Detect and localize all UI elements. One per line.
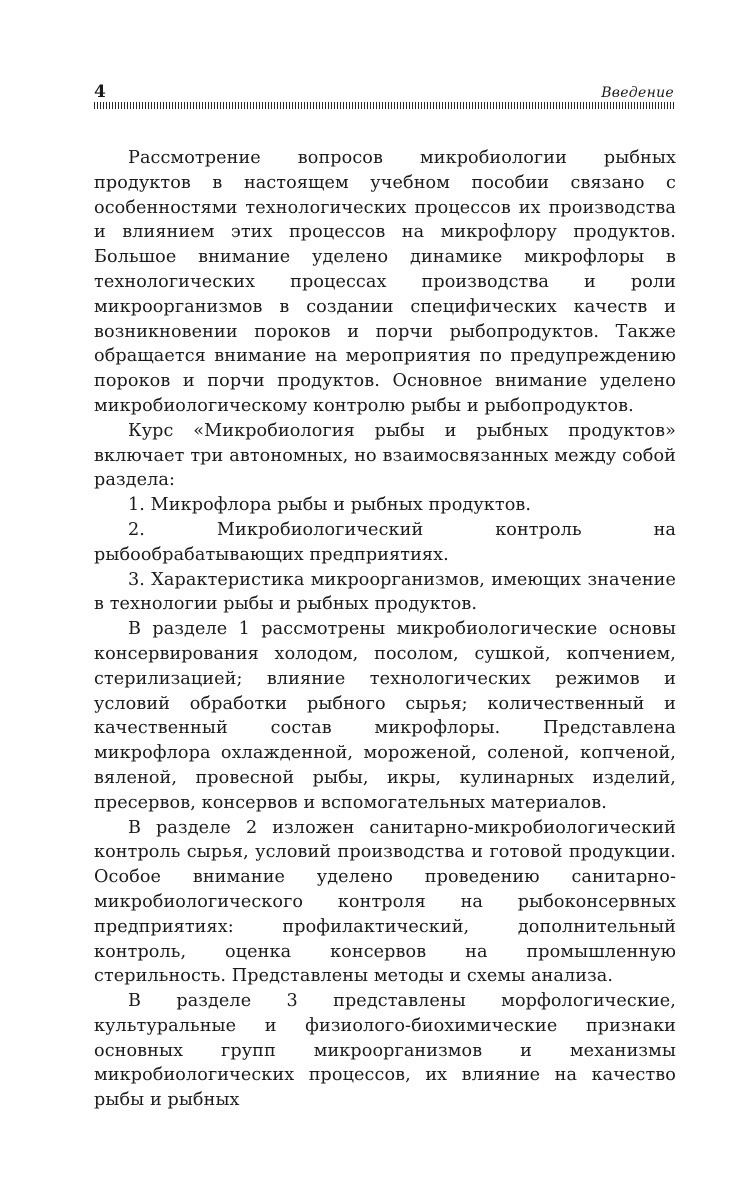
book-page [94,78,676,1113]
header-rule [94,102,676,109]
list-item-section-3: 3. Характеристика микроорганизмов, имеющих значение в технологии рыбы и рыбных продуктов. [94,569,676,615]
page-number: 4 [94,82,106,102]
running-head [94,78,676,102]
body-text [94,146,676,1113]
list-item-section-2: 2. Микробиологический контроль на рыбообрабатывающих предприятиях. [94,519,676,565]
paragraph-section-2: В разделе 2 изложен санитарно-микробиологический контроль сырья, условий производства и готовой продукции. Особое внимание уделено проведению санитарно-микробиологического контроля на рыбоконсервных предприятиях: профилактический, дополнительный контроль, оценка консервов на промышленную стерильность. Представлены методы и схемы анализа. [94,817,676,987]
paragraph-section-3: В разделе 3 представлены морфологические, культуральные и физиолого-биохимические признаки основных групп микроорганизмов и механизмы микробиологических процессов, их влияние на качество рыбы и рыбных [94,991,676,1111]
paragraph-section-1: В разделе 1 рассмотрены микробиологические основы консервирования холодом, посолом, сушкой, копчением, стерилизацией; влияние технологических режимов и условий обработки рыбного сырья; количественный и качественный состав микрофлоры. Представлена микрофлора охлажденной, мороженой, соленой, копченой, вяленой, провесной рыбы, икры, кулинарных изделий, пресервов, консервов и вспомогательных материалов. [94,619,676,813]
paragraph-intro: Рассмотрение вопросов микробиологии рыбных продуктов в настоящем учебном пособии связано с особенностями технологических процессов их производства и влиянием этих процессов на микрофлору продуктов. Большое внимание уделено динамике микрофлоры в технологических процессах производства и роли микроорганизмов в создании специфических качеств и возникновении пороков и порчи рыбопродуктов. Также обращается внимание на мероприятия по предупреждению пороков и порчи продуктов. Основное внимание уделено микробиологическому контролю рыбы и рыбопродуктов. [94,148,676,416]
paragraph-course: Курс «Микробиология рыбы и рыбных продуктов» включает три автономных, но взаимосвязанных между собой раздела: [94,420,676,491]
list-item-section-1: 1. Микрофлора рыбы и рыбных продуктов. [128,495,532,516]
section-title: Введение [601,85,674,101]
